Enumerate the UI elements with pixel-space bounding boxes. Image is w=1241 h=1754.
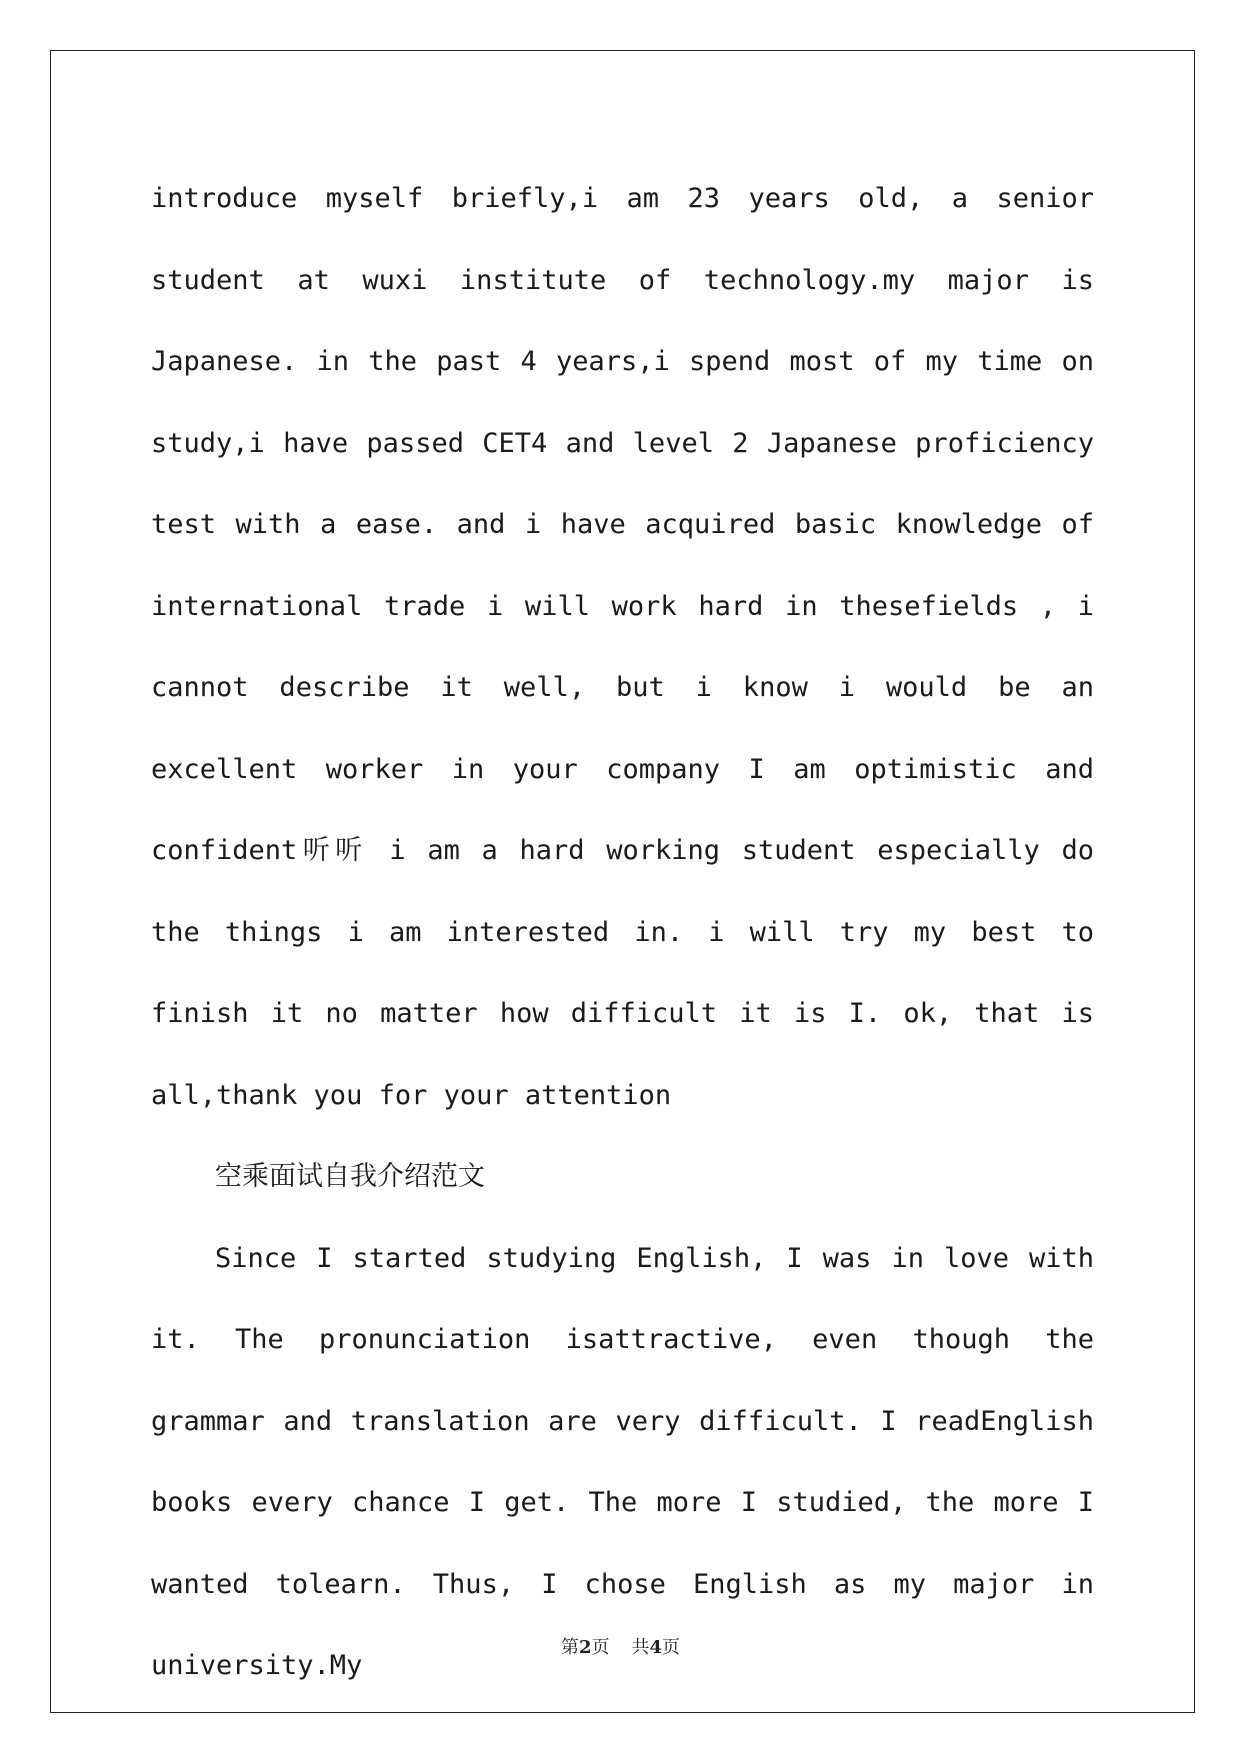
document-body xyxy=(151,158,1094,1707)
footer-current-page: 2 xyxy=(578,1637,592,1658)
section-heading: 空乘面试自我介绍范文 xyxy=(215,1161,485,1192)
page-footer xyxy=(0,1633,1241,1659)
paragraph-continuation: introduce myself briefly,i am 23 years old, a senior student at wuxi institute of technology.my major is Japanese. in the past 4 years,i spend most of my time on study,i have passed CET4 and level 2 Japanese proficiency test with a ease. and i have acquired basic knowledge of international trade i will work hard in thesefields , i cannot describe it well, but i know i would be an excellent worker in your company I am optimistic and confident听听 i am a hard working student especially do the things i am interested in. i will try my best to finish it no matter how difficult it is I. ok, that is all,thank you for your attention xyxy=(151,183,1094,1111)
footer-total-pages: 4 xyxy=(649,1637,663,1658)
footer-total-prefix: 共 xyxy=(631,1637,650,1658)
footer-prefix: 第 xyxy=(560,1637,579,1658)
footer-total-suffix: 页 xyxy=(662,1637,681,1658)
paragraph-indented: Since I started studying English, I was in love with it. The pronunciation isattractive, even though the grammar and translation are very difficult. I readEnglish books every chance I get. The more I studied, the more I wanted tolearn. Thus, I chose English as my major in university.My xyxy=(151,1242,1094,1681)
footer-page-suffix: 页 xyxy=(591,1637,610,1658)
